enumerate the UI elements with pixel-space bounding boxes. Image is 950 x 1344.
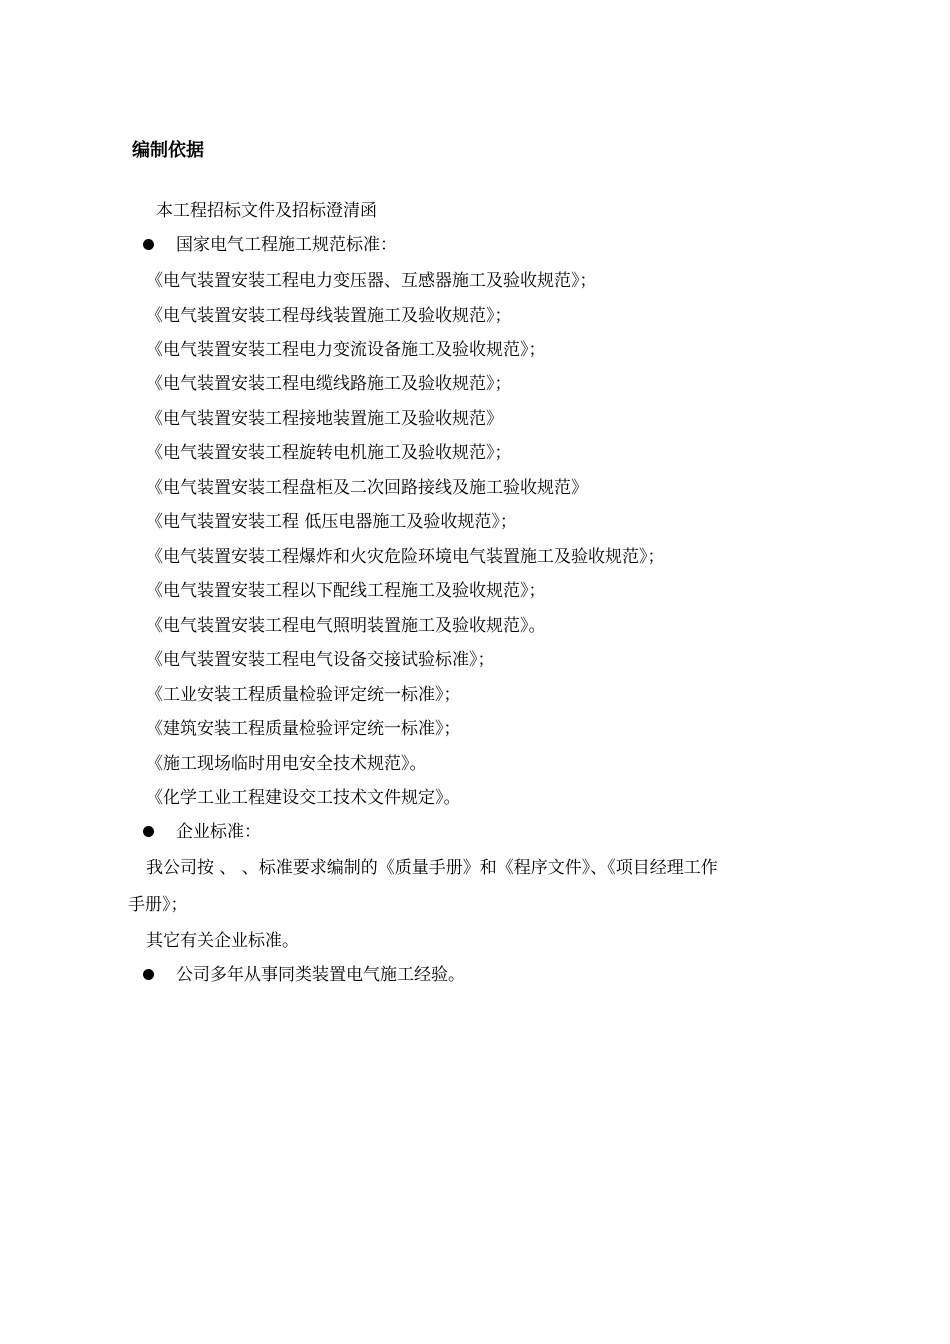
intro-line: 本工程招标文件及招标澄清函 <box>156 201 377 221</box>
list-item: 《电气装置安装工程以下配线工程施工及验收规范》； <box>146 581 546 601</box>
list-item: 《电气装置安装工程电力变流设备施工及验收规范》； <box>146 340 546 360</box>
experience-line: 公司多年从事同类装置电气施工经验。 <box>176 965 465 985</box>
enterprise-paragraph-line: 我公司按 、 、标准要求编制的《质量手册》和《程序文件》、《项目经理工作 <box>146 858 718 878</box>
list-item: 《电气装置安装工程 低压电器施工及验收规范》； <box>146 512 517 532</box>
other-standards-line: 其它有关企业标准。 <box>146 931 299 951</box>
list-item: 《建筑安装工程质量检验评定统一标准》； <box>146 719 461 739</box>
bullet-dot-icon <box>143 969 154 980</box>
list-item: 《电气装置安装工程接地装置施工及验收规范》 <box>146 409 503 429</box>
bullet-dot-icon <box>143 826 154 837</box>
list-item: 《电气装置安装工程旋转电机施工及验收规范》； <box>146 443 512 463</box>
list-item: 《工业安装工程质量检验评定统一标准》； <box>146 685 461 705</box>
enterprise-standards-title: 企业标准： <box>176 822 261 842</box>
bullet-dot-icon <box>143 239 154 250</box>
list-item: 《电气装置安装工程电缆线路施工及验收规范》； <box>146 374 512 394</box>
list-item: 《电气装置安装工程电力变压器、互感器施工及验收规范》； <box>146 271 597 291</box>
list-item: 《电气装置安装工程爆炸和火灾危险环境电气装置施工及验收规范》； <box>146 547 665 567</box>
list-item: 《化学工业工程建设交工技术文件规定》。 <box>146 788 461 808</box>
list-item: 《电气装置安装工程盘柜及二次回路接线及施工验收规范》 <box>146 478 588 498</box>
list-item: 《电气装置安装工程电气设备交接试验标准》； <box>146 650 495 670</box>
enterprise-paragraph-line: 手册》； <box>128 895 188 915</box>
national-standards-title: 国家电气工程施工规范标准： <box>176 235 397 255</box>
list-item: 《电气装置安装工程电气照明装置施工及验收规范》。 <box>146 616 546 636</box>
list-item: 《电气装置安装工程母线装置施工及验收规范》； <box>146 306 512 326</box>
section-heading: 编制依据 <box>132 140 204 161</box>
list-item: 《施工现场临时用电安全技术规范》。 <box>146 754 427 774</box>
